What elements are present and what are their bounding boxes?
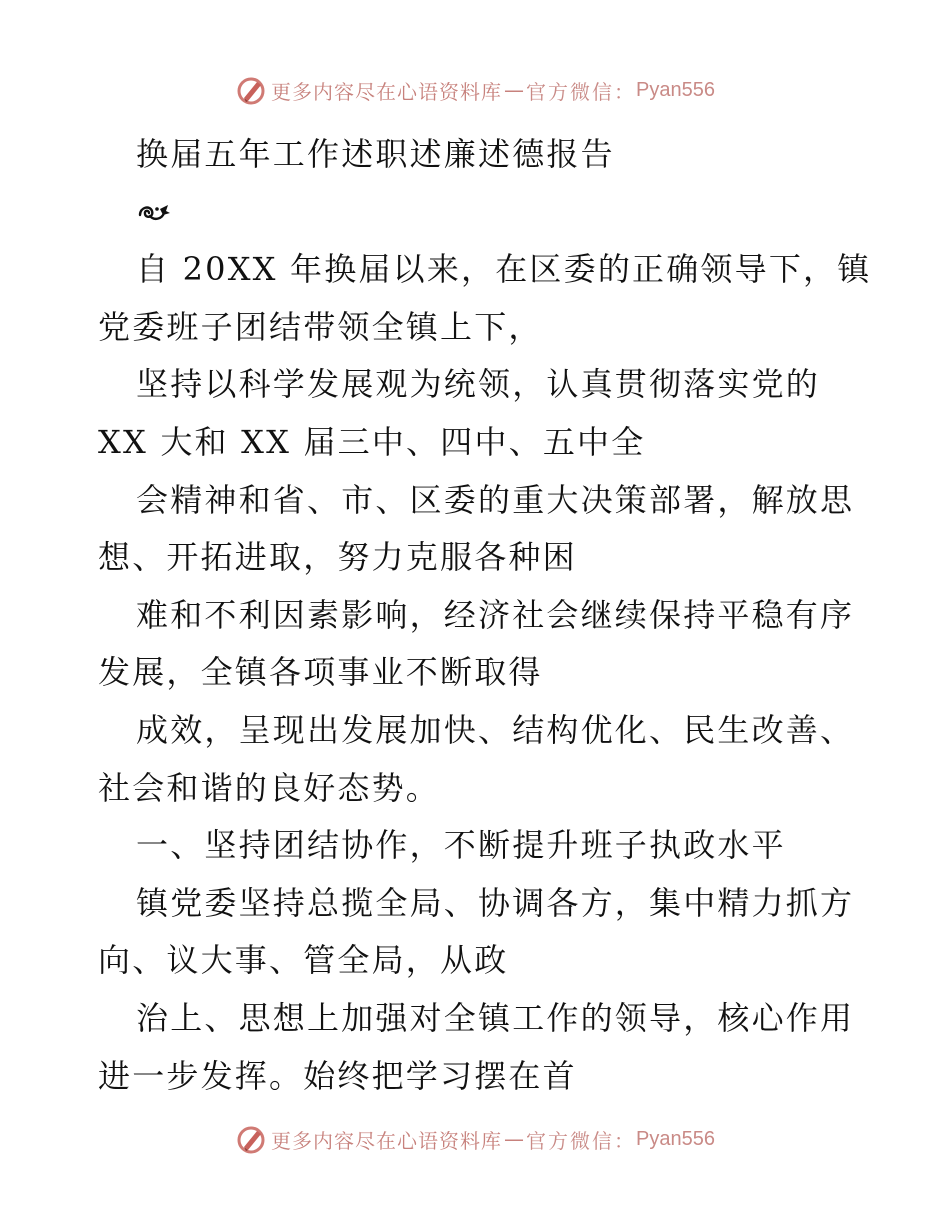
footer-watermark: [0, 1119, 950, 1159]
document-body: [98, 126, 872, 1105]
document-title: 换届五年工作述职述廉述德报告: [136, 135, 615, 173]
watermark-main-text: 更多内容尽在心语资料库: [271, 79, 503, 104]
pen-logo-icon: [235, 74, 267, 106]
watermark-wechat-id: Pyan556: [636, 78, 715, 101]
paragraph-line: 难和不利因素影响，经济社会继续保持平稳有序: [136, 595, 855, 634]
header-watermark: [0, 70, 950, 110]
paragraph-line: 自 20XX 年换届以来，在区委的正确领导下，镇: [136, 250, 872, 289]
watermark-wechat-id: Pyan556: [636, 1127, 715, 1150]
watermark-main-text: 更多内容尽在心语资料库: [271, 1128, 503, 1153]
paragraph-line: 向、议大事、管全局，从政: [98, 941, 509, 980]
paragraph-line: 党委班子团结带领全镇上下，: [98, 307, 543, 346]
pen-logo-icon: [235, 1123, 267, 1155]
watermark-dash: —: [504, 78, 525, 102]
paragraph-line: 想、开拓进取，努力克服各种困: [98, 538, 577, 577]
paragraph-line: 进一步发挥。始终把学习摆在首: [98, 1056, 577, 1095]
ornament-row: [98, 184, 858, 242]
paragraph-line: 会精神和省、市、区委的重大决策部署，解放思: [136, 480, 855, 519]
paragraph-line: 发展，全镇各项事业不断取得: [98, 653, 543, 692]
watermark-dash: —: [504, 1127, 525, 1151]
watermark-sub-text: 官方微信：: [526, 79, 637, 104]
paragraph-line: 治上、思想上加强对全镇工作的领导，核心作用: [136, 998, 855, 1037]
paragraph-line: 社会和谐的良好态势。: [98, 768, 441, 807]
section-heading: 一、坚持团结协作，不断提升班子执政水平: [136, 826, 786, 865]
watermark-sub-text: 官方微信：: [526, 1128, 637, 1153]
paragraph-line: 镇党委坚持总揽全局、协调各方，集中精力抓方: [136, 883, 855, 922]
paragraph-line: XX 大和 XX 届三中、四中、五中全: [98, 422, 646, 461]
floral-ornament-icon: [136, 199, 172, 225]
paragraph-line: 成效，呈现出发展加快、结构优化、民生改善、: [136, 710, 855, 749]
paragraph-line: 坚持以科学发展观为统领，认真贯彻落实党的: [136, 365, 821, 404]
